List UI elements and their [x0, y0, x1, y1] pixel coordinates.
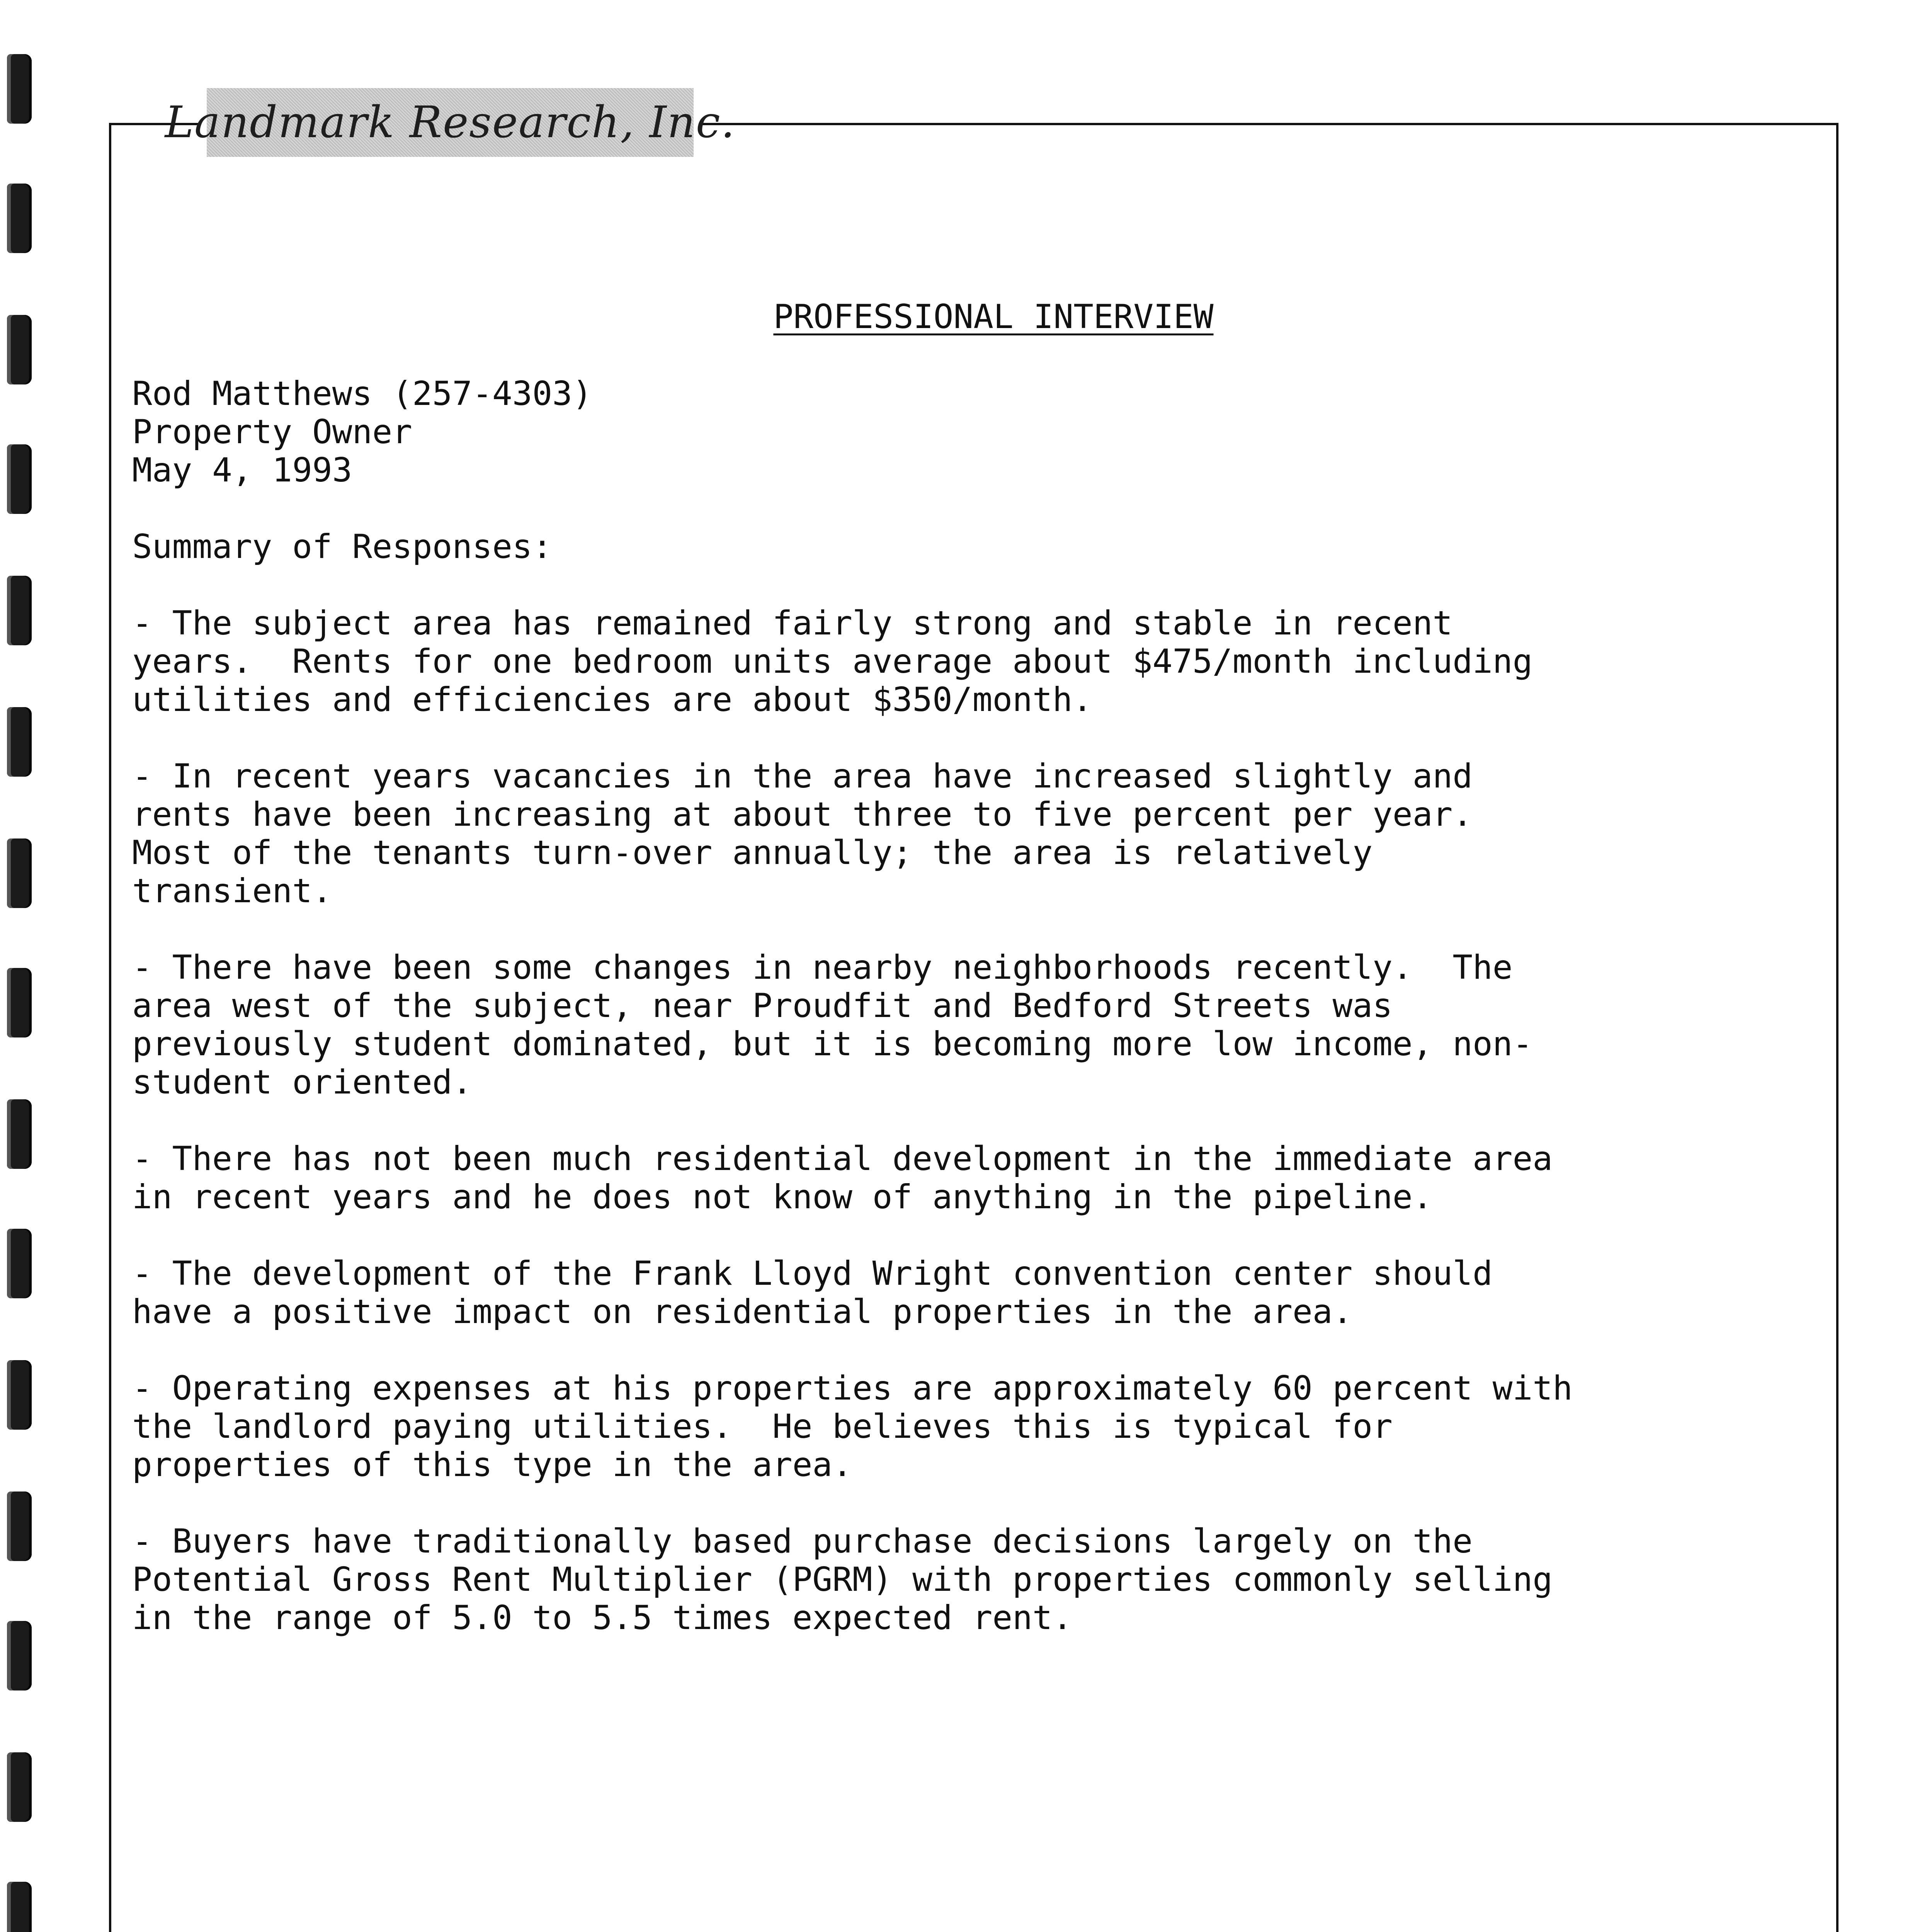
- response-item: [132, 757, 1825, 910]
- binder-hole: [7, 184, 32, 253]
- response-item: [132, 604, 1825, 719]
- response-line: student oriented.: [132, 1063, 473, 1102]
- response-line: previously student dominated, but it is becoming more low income, non-: [132, 1025, 1533, 1063]
- binder-hole: [7, 1360, 32, 1430]
- response-line: area west of the subject, near Proudfit and Bedford Streets was: [132, 986, 1393, 1025]
- response-item: [132, 949, 1825, 1102]
- response-item: [132, 1140, 1825, 1216]
- binder-hole: [7, 54, 32, 124]
- binder-hole: [7, 576, 32, 645]
- binder-hole: [7, 1492, 32, 1561]
- binder-hole: [7, 1099, 32, 1169]
- response-line: rents have been increasing at about three to five percent per year.: [132, 795, 1473, 834]
- frame-border-right: [1836, 123, 1838, 1932]
- binder-hole: [7, 1229, 32, 1298]
- binder-hole: [7, 968, 32, 1037]
- binder-holes: [7, 0, 38, 1932]
- binder-hole: [7, 1882, 32, 1932]
- binder-hole: [7, 1621, 32, 1690]
- response-line: - There has not been much residential development in the immediate area: [132, 1139, 1553, 1178]
- response-line: transient.: [132, 872, 332, 910]
- response-line: - In recent years vacancies in the area have increased slightly and: [132, 757, 1473, 796]
- response-line: - Buyers have traditionally based purchase decisions largely on the: [132, 1522, 1473, 1561]
- response-line: properties of this type in the area.: [132, 1446, 852, 1484]
- response-line: years. Rents for one bedroom units average about $475/month including: [132, 642, 1533, 681]
- response-line: Potential Gross Rent Multiplier (PGRM) with properties commonly selling: [132, 1560, 1553, 1599]
- binder-hole: [7, 1752, 32, 1822]
- frame-border-left: [109, 123, 111, 1932]
- response-line: - The development of the Frank Lloyd Wright convention center should: [132, 1254, 1493, 1293]
- interviewee-name: Rod Matthews (257-4303): [132, 374, 592, 413]
- response-line: the landlord paying utilities. He believes this is typical for: [132, 1407, 1393, 1446]
- response-line: - The subject area has remained fairly strong and stable in recent: [132, 604, 1453, 643]
- document-title: [0, 298, 1932, 336]
- response-item: [132, 1522, 1825, 1637]
- interview-date: May 4, 1993: [132, 451, 352, 490]
- binder-hole: [7, 444, 32, 514]
- document-title-text: PROFESSIONAL INTERVIEW: [773, 298, 1214, 336]
- response-line: have a positive impact on residential properties in the area.: [132, 1293, 1353, 1331]
- company-logo: [165, 88, 736, 157]
- interviewee-role: Property Owner: [132, 413, 412, 451]
- binder-hole: [7, 707, 32, 777]
- response-line: Most of the tenants turn-over annually; the area is relatively: [132, 833, 1373, 872]
- frame-border-top: [699, 123, 1838, 125]
- response-item: [132, 1255, 1825, 1331]
- response-line: in the range of 5.0 to 5.5 times expected rent.: [132, 1599, 1073, 1637]
- response-line: in recent years and he does not know of anything in the pipeline.: [132, 1178, 1433, 1216]
- response-line: - Operating expenses at his properties are approximately 60 percent with: [132, 1369, 1573, 1408]
- response-item: [132, 1369, 1825, 1484]
- document-body: [132, 375, 1825, 1637]
- response-line: - There have been some changes in nearby neighborhoods recently. The: [132, 948, 1513, 987]
- binder-hole: [7, 838, 32, 908]
- logo-text: Landmark Research, Inc.: [165, 97, 736, 148]
- response-line: utilities and efficiencies are about $350/month.: [132, 680, 1093, 719]
- summary-heading: Summary of Responses:: [132, 527, 553, 566]
